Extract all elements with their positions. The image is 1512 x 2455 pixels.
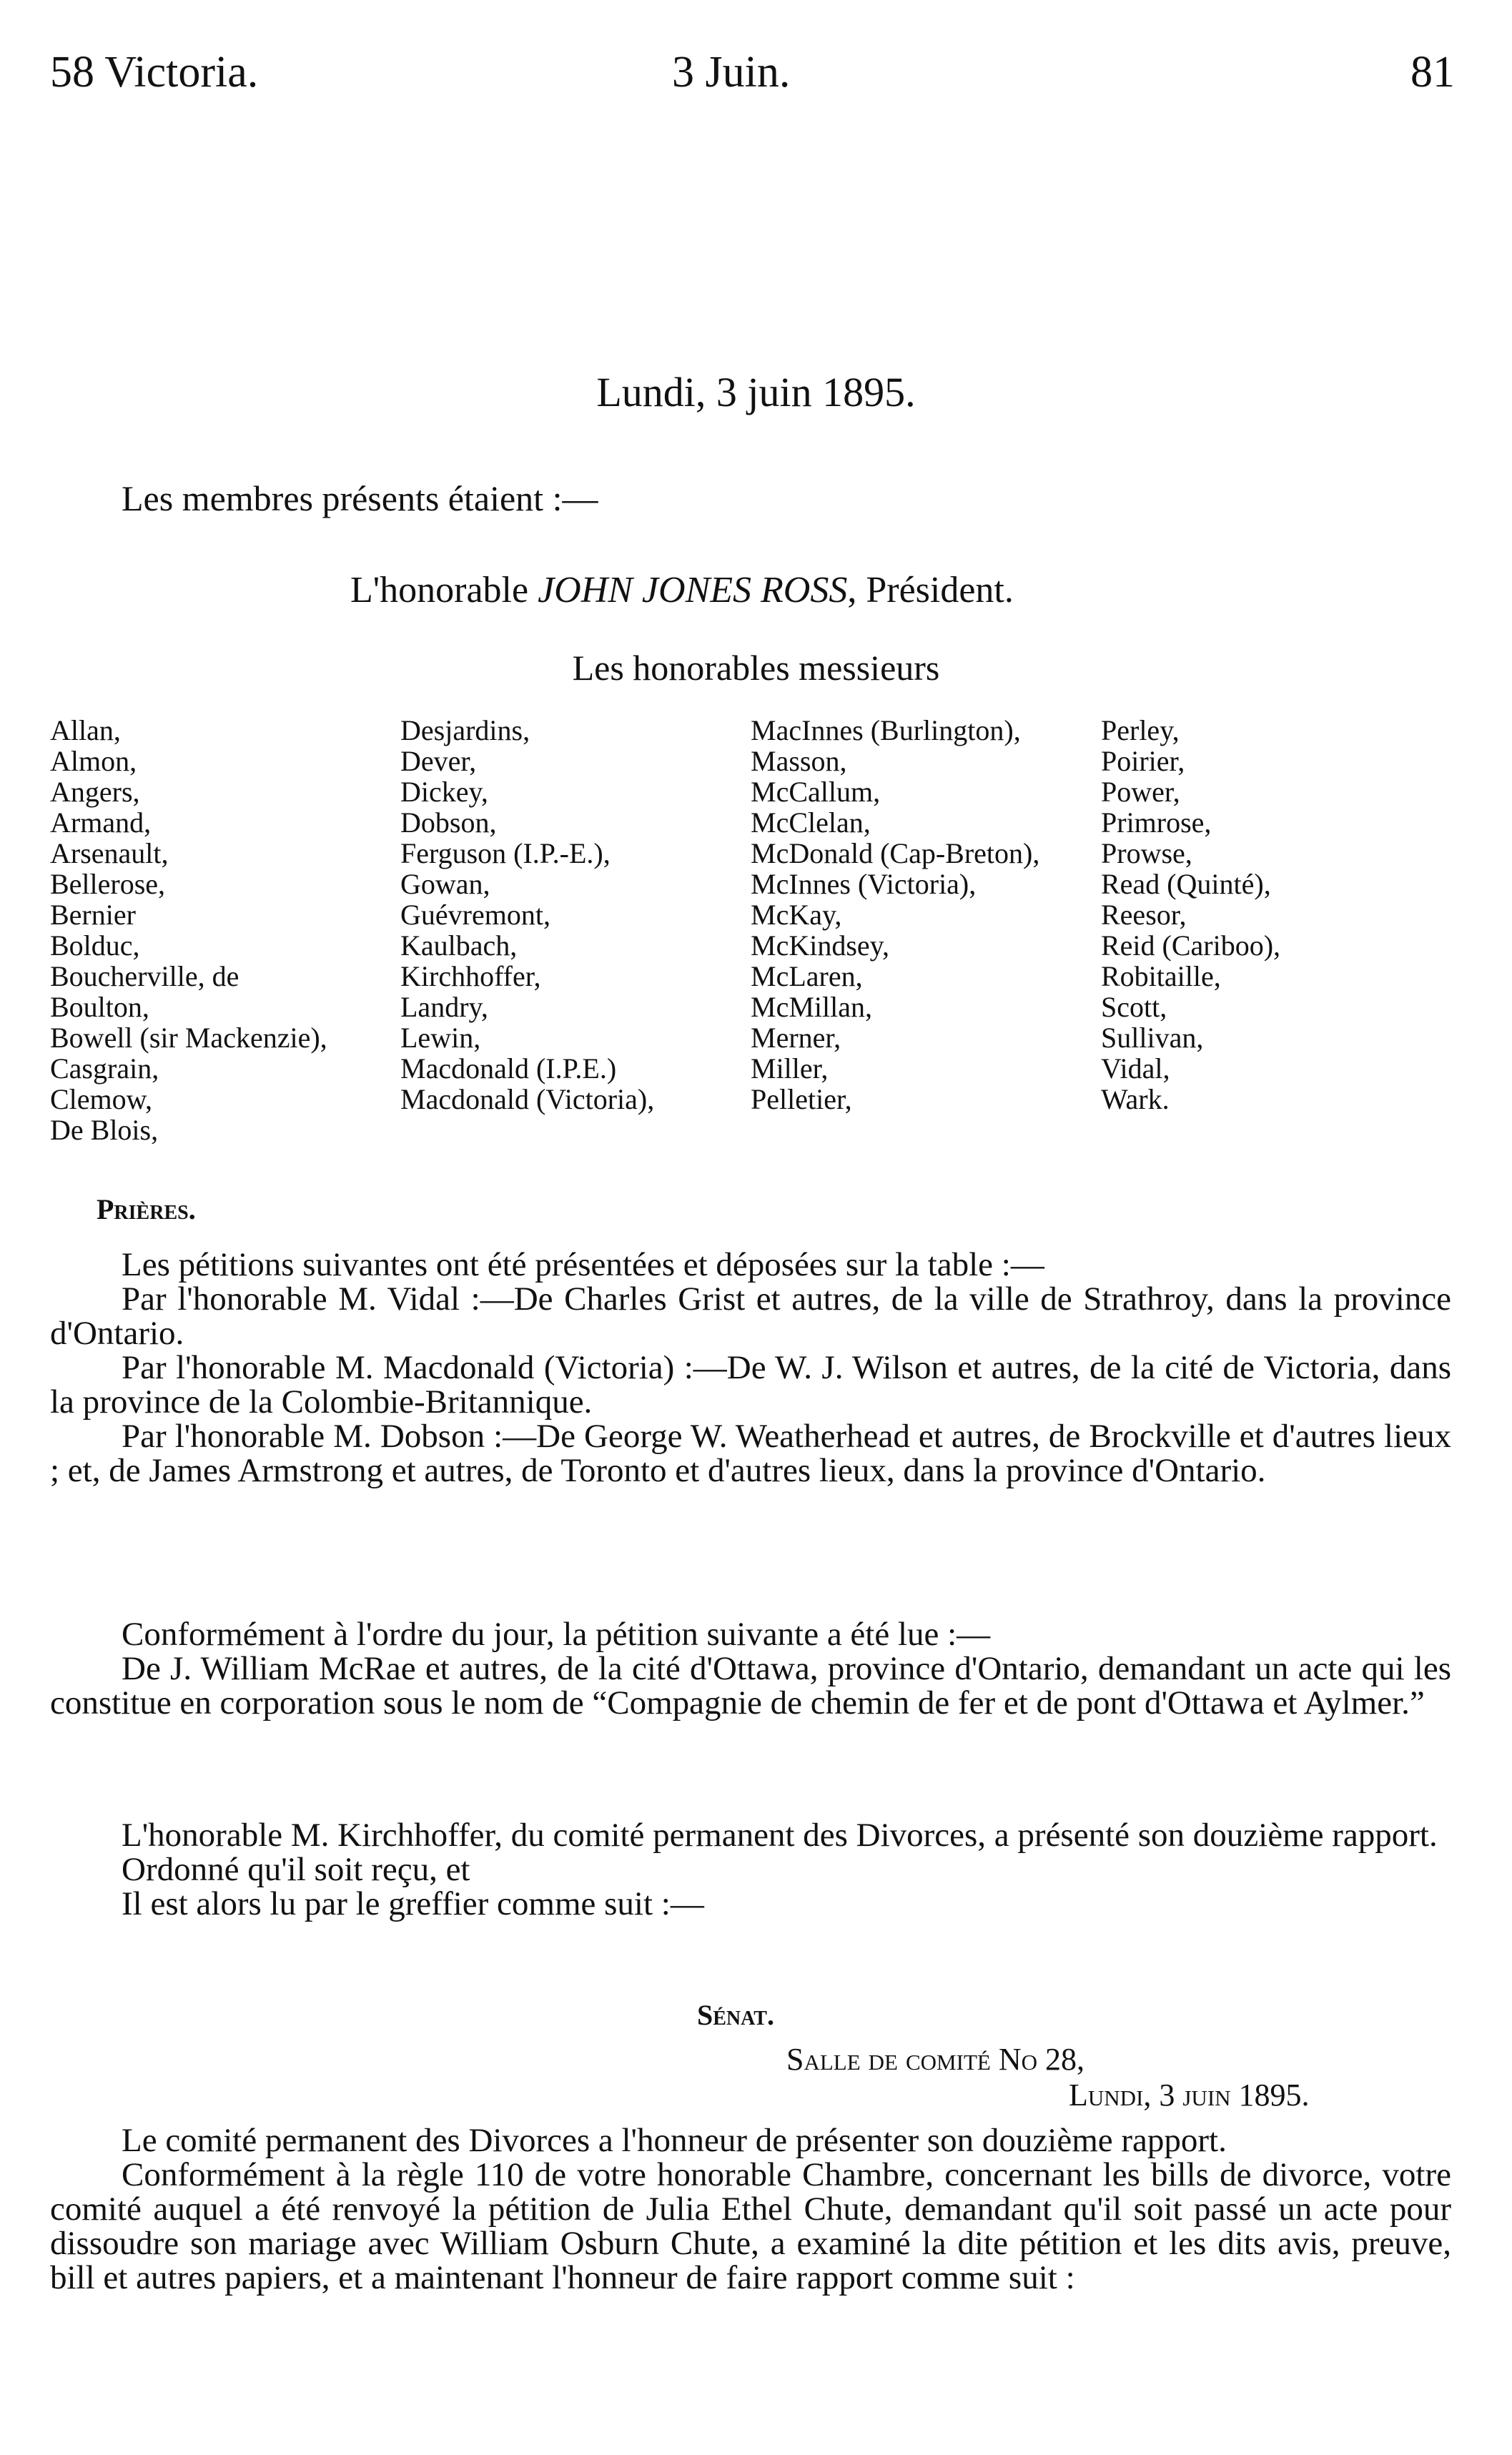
report-body-section	[50, 2123, 1451, 2295]
senator-name: McDonald (Cap-Breton),	[751, 837, 1040, 869]
senator-name: Read (Quinté),	[1101, 868, 1271, 900]
page-number: 81	[1410, 48, 1455, 97]
senator-name: Primrose,	[1101, 806, 1212, 839]
senator-name: Landry,	[400, 991, 488, 1023]
report-body-main: Conformément à la règle 110 de votre honorable Chambre, concernant les bills de divorce, votre comité auquel a été renvoyé la pétition de Julia Ethel Chute, demandant qu'il soit passé un acte pour dissoudre son mariage avec William Osburn Chute, a examiné la dite pétition et les dits avis, preuve, bill et autres papiers, et a maintenant l'honneur de faire rapport comme suit :	[50, 2156, 1451, 2296]
senator-name: De Blois,	[50, 1114, 159, 1146]
senator-name: Bolduc,	[50, 929, 140, 962]
senator-name: Lewin,	[400, 1022, 481, 1054]
running-header-session: 58 Victoria.	[50, 48, 259, 97]
senator-name: Perley,	[1101, 714, 1180, 746]
senator-name: Sullivan,	[1101, 1022, 1204, 1054]
report-received: Ordonné qu'il soit reçu, et	[122, 1851, 470, 1888]
senator-name: McLaren,	[751, 960, 863, 992]
senator-name: Vidal,	[1101, 1052, 1170, 1085]
senator-name: Almon,	[50, 745, 137, 777]
senator-name: Kaulbach,	[400, 929, 518, 962]
order-petition-body: De J. William McRae et autres, de la cité d'Ottawa, province d'Ontario, demandant un acte qui les constitue en corporation sous le nom de “Compagnie de chemin de fer et de pont d'Ottawa et Aylmer.”	[50, 1650, 1451, 1722]
petition-vidal: Par l'honorable M. Vidal :—De Charles Grist et autres, de la ville de Strathroy, dans la province d'Ontario.	[50, 1280, 1451, 1352]
senator-name: Masson,	[751, 745, 847, 777]
senator-name: McClelan,	[751, 806, 871, 839]
petition-macdonald: Par l'honorable M. Macdonald (Victoria) :—De W. J. Wilson et autres, de la cité de Victoria, dans la province de la Colombie-Britannique.	[50, 1349, 1451, 1421]
senators-column-2	[400, 715, 654, 1115]
senator-name: Pelletier,	[751, 1083, 852, 1115]
senator-name: Kirchhoffer,	[400, 960, 541, 992]
report-senat-heading: Sénat.	[697, 1999, 774, 2031]
sitting-date: Lundi, 3 juin 1895.	[596, 369, 916, 415]
senators-column-3	[751, 715, 1039, 1115]
senator-name: Scott,	[1101, 991, 1167, 1023]
senator-name: Angers,	[50, 776, 140, 808]
senator-name: Casgrain,	[50, 1052, 159, 1085]
senator-name: Dever,	[400, 745, 477, 777]
senator-name: Reid (Cariboo),	[1101, 929, 1281, 962]
senator-name: Wark.	[1101, 1083, 1170, 1115]
senator-name: Dobson,	[400, 806, 497, 839]
senator-name: Power,	[1101, 776, 1180, 808]
senator-name: Arsenault,	[50, 837, 169, 869]
senator-name: McKindsey,	[751, 929, 890, 962]
report-body-intro: Le comité permanent des Divorces a l'honneur de présenter son douzième rapport.	[122, 2122, 1227, 2159]
senator-name: Bowell (sir Mackenzie),	[50, 1022, 327, 1054]
senator-name: McInnes (Victoria),	[751, 868, 977, 900]
senators-column-1	[50, 715, 327, 1145]
report-read: Il est alors lu par le greffier comme suit :—	[122, 1885, 704, 1922]
senator-name: Merner,	[751, 1022, 841, 1054]
senator-name: Guévremont,	[400, 899, 550, 931]
petitions-section	[50, 1248, 1451, 1488]
senators-column-4	[1101, 715, 1280, 1115]
senator-name: Allan,	[50, 714, 121, 746]
senator-name: Reesor,	[1101, 899, 1187, 931]
senator-name: MacInnes (Burlington),	[751, 714, 1021, 746]
report-presented: L'honorable M. Kirchhoffer, du comité permanent des Divorces, a présenté son douzième rapport.	[122, 1817, 1438, 1854]
running-header-date: 3 Juin.	[672, 48, 791, 97]
senator-name: Robitaille,	[1101, 960, 1221, 992]
report-date: Lundi, 3 juin 1895.	[1069, 2078, 1310, 2113]
senator-name: Boucherville, de	[50, 960, 239, 992]
members-intro: Les membres présents étaient :—	[122, 478, 598, 518]
senator-name: Prowse,	[1101, 837, 1192, 869]
senator-name: Dickey,	[400, 776, 488, 808]
honorables-heading: Les honorables messieurs	[572, 648, 940, 688]
senator-name: Miller,	[751, 1052, 829, 1085]
president-prefix: L'honorable	[350, 570, 529, 611]
senator-name: Clemow,	[50, 1083, 152, 1115]
senator-name: Macdonald (Victoria),	[400, 1083, 655, 1115]
order-of-day-section	[50, 1617, 1451, 1720]
prayers-heading: Prières.	[97, 1193, 196, 1225]
senator-name: McCallum,	[751, 776, 881, 808]
senator-name: McMillan,	[751, 991, 872, 1023]
report-room: Salle de comité No 28,	[786, 2042, 1084, 2077]
senator-name: Desjardins,	[400, 714, 530, 746]
report-presentation-section	[50, 1818, 1451, 1921]
senator-name: McKay,	[751, 899, 842, 931]
president-title: , Président.	[847, 570, 1014, 611]
senator-name: Macdonald (I.P.E.)	[400, 1052, 617, 1085]
petition-dobson: Par l'honorable M. Dobson :—De George W. Weatherhead et autres, de Brockville et d'autres lieux ; et, de James Armstrong et autres, de Toronto et d'autres lieux, dans la province d'Ontario.	[50, 1418, 1451, 1489]
senator-name: Gowan,	[400, 868, 490, 900]
senator-name: Poirier,	[1101, 745, 1185, 777]
senator-name: Bernier	[50, 899, 136, 931]
senator-name: Armand,	[50, 806, 152, 839]
order-intro: Conformément à l'ordre du jour, la pétition suivante a été lue :—	[122, 1616, 991, 1653]
petitions-intro: Les pétitions suivantes ont été présentées et déposées sur la table :—	[122, 1246, 1044, 1283]
president-line	[350, 569, 1014, 611]
senator-name: Bellerose,	[50, 868, 166, 900]
senator-name: Boulton,	[50, 991, 149, 1023]
president-name: JOHN JONES ROSS	[538, 570, 848, 611]
senator-name: Ferguson (I.P.-E.),	[400, 837, 611, 869]
